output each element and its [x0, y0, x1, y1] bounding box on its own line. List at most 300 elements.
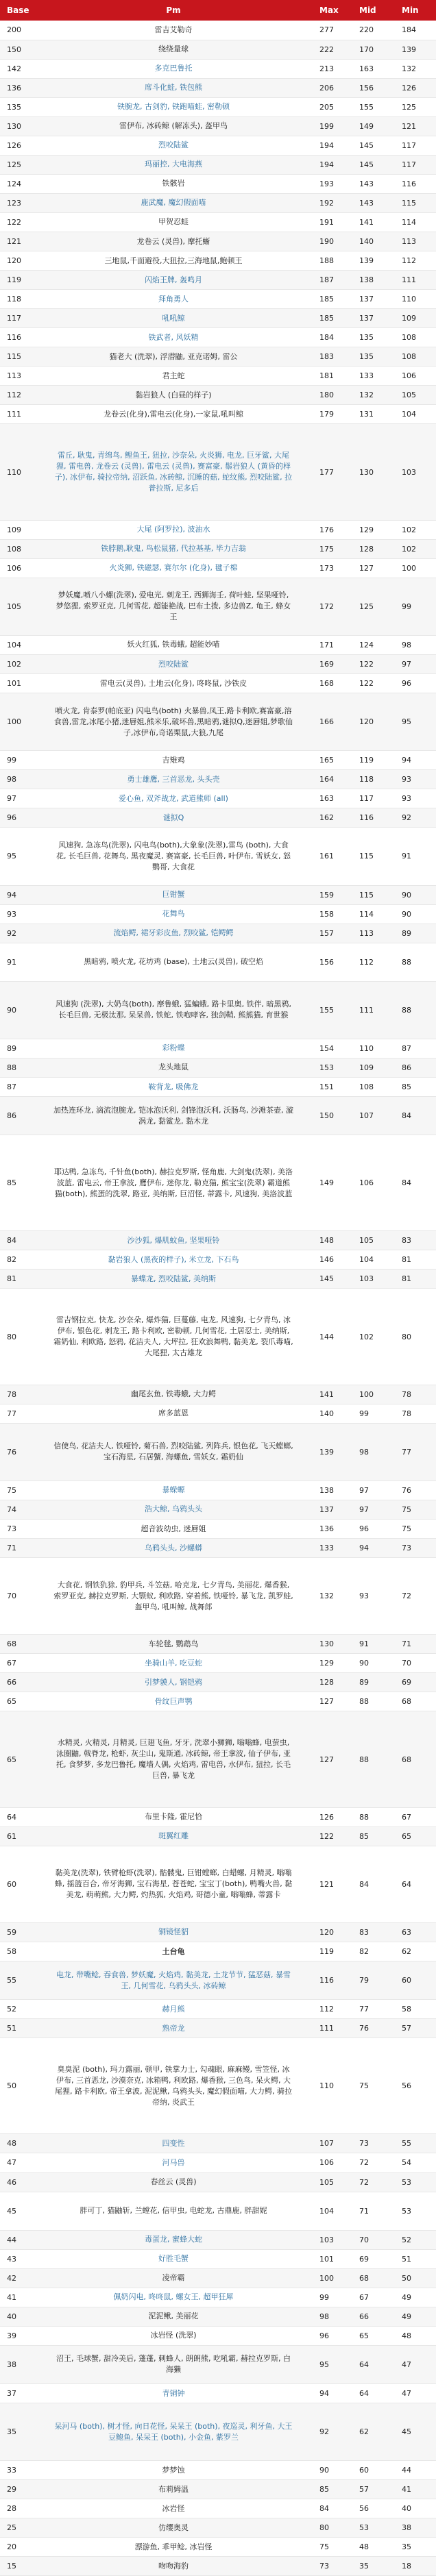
min-cell: 53 — [393, 2192, 436, 2230]
mid-cell: 75 — [351, 2038, 393, 2134]
base-cell: 89 — [0, 1039, 36, 1058]
pm-cell[interactable]: 吼吼鲸 — [36, 309, 311, 328]
table-row — [0, 193, 436, 212]
mid-cell: 112 — [351, 943, 393, 981]
min-cell: 103 — [393, 424, 436, 520]
mid-cell: 102 — [351, 1289, 393, 1385]
mid-cell: 129 — [351, 520, 393, 539]
pm-cell[interactable]: 赫月熊 — [36, 2000, 311, 2019]
mid-cell: 155 — [351, 97, 393, 116]
table-row — [0, 2538, 436, 2557]
min-cell: 108 — [393, 328, 436, 347]
table-row — [0, 21, 436, 40]
base-cell: 122 — [0, 212, 36, 232]
pm-cell: 冰岩怪 — [36, 2499, 311, 2518]
table-row — [0, 116, 436, 136]
max-cell: 199 — [311, 116, 351, 136]
base-cell: 123 — [0, 193, 36, 212]
mid-cell: 132 — [351, 386, 393, 405]
min-cell: 67 — [393, 1807, 436, 1826]
table-row — [0, 2288, 436, 2307]
pm-cell[interactable]: 铁武者, 风妖精 — [36, 328, 311, 347]
min-cell: 75 — [393, 1500, 436, 1519]
table-row — [0, 59, 436, 78]
min-cell: 77 — [393, 1423, 436, 1481]
base-cell: 142 — [0, 59, 36, 78]
header-pm: Pm — [36, 0, 311, 21]
max-cell: 183 — [311, 347, 351, 367]
table-row — [0, 97, 436, 116]
mid-cell: 149 — [351, 116, 393, 136]
table-row — [0, 2499, 436, 2518]
mid-cell: 64 — [351, 2384, 393, 2403]
max-cell: 73 — [311, 2557, 351, 2576]
pm-cell[interactable]: 鞍背龙, 吸佛龙 — [36, 1077, 311, 1096]
pm-cell[interactable]: 毒蛋龙, 蜜蜂大蛇 — [36, 2230, 311, 2249]
pm-cell[interactable]: 熟帝龙 — [36, 2019, 311, 2038]
min-cell: 115 — [393, 193, 436, 212]
max-cell: 121 — [311, 1846, 351, 1922]
max-cell: 92 — [311, 2403, 351, 2461]
mid-cell: 94 — [351, 1539, 393, 1558]
base-cell: 25 — [0, 2518, 36, 2538]
pm-cell[interactable]: 拜角勇人 — [36, 290, 311, 309]
max-cell: 104 — [311, 2192, 351, 2230]
max-cell: 137 — [311, 1500, 351, 1519]
mid-cell: 69 — [351, 2249, 393, 2268]
table-row — [0, 1922, 436, 1942]
table-row — [0, 2557, 436, 2576]
table-row — [0, 367, 436, 386]
pm-cell: 吻吻海豹 — [36, 2557, 311, 2576]
table-row — [0, 271, 436, 290]
pm-cell[interactable]: 巨钳蟹 — [36, 885, 311, 904]
pm-cell[interactable]: 闪焰王牌, 轰鸣月 — [36, 271, 311, 290]
pm-cell[interactable]: 四变性 — [36, 2134, 311, 2153]
min-cell: 68 — [393, 1692, 436, 1711]
max-cell: 103 — [311, 2230, 351, 2249]
min-cell: 132 — [393, 59, 436, 78]
mid-cell: 66 — [351, 2307, 393, 2326]
pm-cell[interactable]: 佩奶闪电, 咚咚鼠, 螺女王, 超甲狂犀 — [36, 2288, 311, 2307]
min-cell: 105 — [393, 386, 436, 405]
pm-cell[interactable]: 彩粉蝶 — [36, 1039, 311, 1058]
base-cell: 60 — [0, 1846, 36, 1922]
base-cell: 66 — [0, 1673, 36, 1692]
pm-cell[interactable]: 爱心鱼, 双斧战龙, 武道熊师 (all) — [36, 789, 311, 808]
min-cell: 80 — [393, 1289, 436, 1385]
pm-cell: 信使鸟, 花洁夫人, 铁哑铃, 菊石兽, 烈咬陆鲨, 列阵兵, 银色花, 飞天螳螂, 宝石海星, 石居蟹, 海螺鱼, 雪妖女, 霜奶仙 — [36, 1423, 311, 1481]
min-cell: 117 — [393, 136, 436, 155]
mid-cell: 91 — [351, 1635, 393, 1654]
mid-cell: 96 — [351, 1520, 393, 1539]
max-cell: 101 — [311, 2249, 351, 2268]
table-row — [0, 1942, 436, 1961]
base-cell: 94 — [0, 885, 36, 904]
table-row — [0, 1711, 436, 1807]
min-cell: 104 — [393, 405, 436, 424]
base-cell: 96 — [0, 808, 36, 828]
mid-cell: 117 — [351, 789, 393, 808]
max-cell: 136 — [311, 1520, 351, 1539]
base-cell: 200 — [0, 21, 36, 40]
min-cell: 112 — [393, 251, 436, 271]
min-cell: 62 — [393, 1942, 436, 1961]
pm-cell: 黏美龙(洗翠), 铁臂枪虾(洗翠), 骷髅鬼, 巨钳螳螂, 白蜡螺, 月精灵, 嗡嗡蜂, 摇篮百合, 帝牙海狮, 宝石海星, 苍苍蛇, 宝宝丁(both), 鸭嘴火兽, 黏美龙, 萌萌熊, 大力鳄, 灼热狐, 火焰鸡, 哥德小童, 嗡嗡蜂, 蒂露卡 — [36, 1846, 311, 1922]
table-row — [0, 2172, 436, 2192]
table-row — [0, 674, 436, 693]
base-cell: 68 — [0, 1635, 36, 1654]
pm-cell: 仿缨奥灵 — [36, 2518, 311, 2538]
pm-cell: 耶达鸭, 急冻鸟, 千针鱼(both), 赫拉克罗斯, 怪角鹿, 大剑鬼(洗翠), 美洛波蓝, 雷电云, 帝王拿波, 鹰伊布, 迷你龙, 勒克猫, 熊宝宝(洗翠) 霸道熊猫(both), 熊蛋的洗翠, 路亚, 美纳斯, 巨沼怪, 蒂露卡, 风速狗, 美洛波蓝 — [36, 1135, 311, 1231]
mid-cell: 60 — [351, 2461, 393, 2480]
mid-cell: 82 — [351, 1942, 393, 1961]
mid-cell: 72 — [351, 2172, 393, 2192]
base-cell: 102 — [0, 655, 36, 674]
table-row — [0, 1231, 436, 1250]
table-row — [0, 1846, 436, 1922]
max-cell: 177 — [311, 424, 351, 520]
min-cell: 81 — [393, 1250, 436, 1270]
table-row — [0, 1135, 436, 1231]
table-body — [0, 21, 436, 2576]
table-row — [0, 655, 436, 674]
table-row — [0, 1635, 436, 1654]
base-cell: 99 — [0, 751, 36, 770]
mid-cell: 137 — [351, 290, 393, 309]
base-cell: 74 — [0, 1500, 36, 1519]
pm-cell[interactable]: 青铜钟 — [36, 2384, 311, 2403]
pm-cell[interactable]: 暴蝾螈 — [36, 1481, 311, 1500]
min-cell: 121 — [393, 116, 436, 136]
pm-cell: 超音波幼虫, 迷唇姐 — [36, 1520, 311, 1539]
table-row — [0, 539, 436, 558]
table-row — [0, 1654, 436, 1673]
base-cell: 41 — [0, 2288, 36, 2307]
pm-cell: 春丝云 (灵兽) — [36, 2172, 311, 2192]
mid-cell: 76 — [351, 2019, 393, 2038]
table-row — [0, 424, 436, 520]
max-cell: 192 — [311, 193, 351, 212]
pm-cell[interactable]: 烈咬陆鲨 — [36, 136, 311, 155]
pm-cell[interactable]: 雷丘, 耿鬼, 青绵鸟, 鲤鱼王, 狃拉, 沙奈朵, 火炎狮, 电龙, 巨牙鲨, 大尾狸, 雷电兽, 龙卷云 (灵兽), 雷电云 (灵兽), 赛富豪, 鬃岩狼人 (黄昏的样子), 冰伊布, 骑拉帝纳, 沼跃鱼, 冰砖鲸, 沉睡的菇, 蛇纹熊, 烈咬陆鲨, 拉普拉斯, 尼多后 — [36, 424, 311, 520]
max-cell: 129 — [311, 1654, 351, 1673]
base-cell: 52 — [0, 2000, 36, 2019]
table-row — [0, 1423, 436, 1481]
table-header — [0, 0, 436, 21]
pm-cell: 冰岩怪 (洗翠) — [36, 2326, 311, 2345]
base-cell: 119 — [0, 271, 36, 290]
table-row — [0, 1692, 436, 1711]
min-cell: 84 — [393, 1097, 436, 1135]
table-row — [0, 232, 436, 251]
mid-cell: 135 — [351, 347, 393, 367]
max-cell: 159 — [311, 885, 351, 904]
max-cell: 98 — [311, 2307, 351, 2326]
min-cell: 84 — [393, 1135, 436, 1231]
mid-cell: 127 — [351, 558, 393, 578]
pm-cell[interactable]: 谜拟Q — [36, 808, 311, 828]
mid-cell: 71 — [351, 2192, 393, 2230]
min-cell: 69 — [393, 1673, 436, 1692]
base-cell: 116 — [0, 328, 36, 347]
min-cell: 47 — [393, 2345, 436, 2383]
min-cell: 65 — [393, 1826, 436, 1846]
max-cell: 176 — [311, 520, 351, 539]
pm-cell[interactable]: 多克巴鲁托 — [36, 59, 311, 78]
min-cell: 139 — [393, 40, 436, 59]
base-cell: 82 — [0, 1250, 36, 1270]
pm-cell: 雷伊布, 冰砖鲸 (解冻头), 盔甲鸟 — [36, 116, 311, 136]
min-cell: 71 — [393, 1635, 436, 1654]
min-cell: 88 — [393, 943, 436, 981]
base-cell: 118 — [0, 290, 36, 309]
pm-cell: 黑暗鸦, 喷火龙, 花坊鸡 (base), 土地云(灵兽), 破空焰 — [36, 943, 311, 981]
header-mid: Mid — [351, 0, 393, 21]
max-cell: 187 — [311, 271, 351, 290]
pm-cell[interactable]: 铜镜怪貂 — [36, 1922, 311, 1942]
mid-cell: 106 — [351, 1135, 393, 1231]
base-cell: 95 — [0, 828, 36, 885]
max-cell: 151 — [311, 1077, 351, 1096]
max-cell: 95 — [311, 2345, 351, 2383]
min-cell: 64 — [393, 1846, 436, 1922]
max-cell: 141 — [311, 1385, 351, 1404]
table-row — [0, 1385, 436, 1404]
pm-cell[interactable]: 铁腕龙, 古剑豹, 铁跑喵蛙, 密勒顿 — [36, 97, 311, 116]
mid-cell: 99 — [351, 1404, 393, 1423]
pm-cell[interactable]: 大尾 (阿罗拉), 波油水 — [36, 520, 311, 539]
pm-cell[interactable]: 斑翼红雕 — [36, 1826, 311, 1846]
max-cell: 153 — [311, 1058, 351, 1077]
min-cell: 78 — [393, 1385, 436, 1404]
mid-cell: 133 — [351, 367, 393, 386]
min-cell: 116 — [393, 174, 436, 193]
pm-cell: 大食花, 钢铁犰狳, 豹甲兵, 斗笠菇, 哈克龙, 七夕青鸟, 美丽花, 爆香猴, 索罗亚克, 赫拉克罗斯, 大颚蚁, 利欧路, 穿着熊, 铁哑铃, 暴飞龙, 凯罗蛙, 盔甲鸟, 吼叫鲸, 战舞郎 — [36, 1558, 311, 1635]
mid-cell: 139 — [351, 251, 393, 271]
table-row — [0, 828, 436, 885]
pm-cell[interactable]: 玛丽控, 大电海燕 — [36, 155, 311, 174]
pm-cell[interactable]: 席斗化蛙, 铁包熊 — [36, 78, 311, 97]
max-cell: 206 — [311, 78, 351, 97]
pm-cell[interactable]: 骨纹巨声鹗 — [36, 1692, 311, 1711]
max-cell: 155 — [311, 981, 351, 1039]
min-cell: 90 — [393, 904, 436, 924]
base-cell: 71 — [0, 1539, 36, 1558]
pm-cell: 铁骸岩 — [36, 174, 311, 193]
table-row — [0, 1520, 436, 1539]
table-row — [0, 1250, 436, 1270]
table-row — [0, 1097, 436, 1135]
pm-cell[interactable]: 河马兽 — [36, 2153, 311, 2172]
min-cell: 75 — [393, 1520, 436, 1539]
pm-cell: 雷电云(灵兽), 土地云(化身), 咚咚鼠, 沙铁皮 — [36, 674, 311, 693]
min-cell: 83 — [393, 1231, 436, 1250]
base-cell: 78 — [0, 1385, 36, 1404]
base-cell: 112 — [0, 386, 36, 405]
mid-cell: 68 — [351, 2268, 393, 2288]
base-cell: 93 — [0, 904, 36, 924]
min-cell: 58 — [393, 2000, 436, 2019]
min-cell: 50 — [393, 2268, 436, 2288]
table-row — [0, 1039, 436, 1058]
max-cell: 180 — [311, 386, 351, 405]
pm-cell[interactable]: 勇士雄鹰, 三首恶龙, 头头壳 — [36, 770, 311, 789]
mid-cell: 138 — [351, 271, 393, 290]
base-cell: 124 — [0, 174, 36, 193]
min-cell: 100 — [393, 558, 436, 578]
base-cell: 101 — [0, 674, 36, 693]
mid-cell: 111 — [351, 981, 393, 1039]
max-cell: 154 — [311, 1039, 351, 1058]
pm-cell: 三地鼠,千面避役,大狃拉,三海地鼠,鲍顿王 — [36, 251, 311, 271]
base-cell: 15 — [0, 2557, 36, 2576]
base-cell: 51 — [0, 2019, 36, 2038]
base-cell: 58 — [0, 1942, 36, 1961]
table-row — [0, 155, 436, 174]
max-cell: 148 — [311, 1231, 351, 1250]
pm-cell[interactable]: 烈咬陆鲨 — [36, 655, 311, 674]
max-cell: 185 — [311, 290, 351, 309]
max-cell: 80 — [311, 2518, 351, 2538]
max-cell: 190 — [311, 232, 351, 251]
mid-cell: 103 — [351, 1270, 393, 1289]
mid-cell: 137 — [351, 309, 393, 328]
min-cell: 87 — [393, 1039, 436, 1058]
base-cell: 81 — [0, 1270, 36, 1289]
pm-cell[interactable]: 鹿武魔, 魔幻假面喵 — [36, 193, 311, 212]
pm-cell: 梦妖魔,喷八小螺(洗翠), 爱电光, 刺龙王, 西狮海壬, 荷叶蛙, 坚果哑铃, 梦悠狸, 索罗亚克, 几何雪花, 超能艳战, 巴布土拨, 多边兽Z, 龟王, 蜂女王 — [36, 578, 311, 635]
min-cell: 51 — [393, 2249, 436, 2268]
base-cell: 117 — [0, 309, 36, 328]
mid-cell: 56 — [351, 2499, 393, 2518]
base-cell: 113 — [0, 367, 36, 386]
base-cell: 59 — [0, 1922, 36, 1942]
min-cell: 113 — [393, 232, 436, 251]
min-cell: 91 — [393, 828, 436, 885]
table-row — [0, 578, 436, 635]
min-cell: 97 — [393, 655, 436, 674]
max-cell: 119 — [311, 1942, 351, 1961]
pm-cell[interactable]: 花舞鸟 — [36, 904, 311, 924]
table-row — [0, 1058, 436, 1077]
pm-cell: 猫老大 (洗翠), 浮潜鼬, 亚克诺姆, 雷公 — [36, 347, 311, 367]
min-cell: 93 — [393, 789, 436, 808]
pm-cell[interactable]: 铁脖鹅,耿鬼, 鸟松鼠猪, 代拉基基, 毕力吉翁 — [36, 539, 311, 558]
pm-cell: 吉雉鸡 — [36, 751, 311, 770]
pm-cell[interactable]: 暴蝶龙, 烈咬陆鲨, 美纳斯 — [36, 1270, 311, 1289]
mid-cell: 107 — [351, 1097, 393, 1135]
base-cell: 46 — [0, 2172, 36, 2192]
base-cell: 110 — [0, 424, 36, 520]
min-cell: 89 — [393, 924, 436, 943]
max-cell: 181 — [311, 367, 351, 386]
min-cell: 95 — [393, 693, 436, 751]
mid-cell: 143 — [351, 193, 393, 212]
max-cell: 120 — [311, 1922, 351, 1942]
mid-cell: 104 — [351, 1250, 393, 1270]
pm-cell[interactable]: 好胜毛蟹 — [36, 2249, 311, 2268]
pm-cell: 泥泥鳅, 美丽花 — [36, 2307, 311, 2326]
pm-cell[interactable]: 坐骑山羊, 吃豆蛇 — [36, 1654, 311, 1673]
table-row — [0, 943, 436, 981]
table-row — [0, 1558, 436, 1635]
table-row — [0, 309, 436, 328]
mid-cell: 84 — [351, 1846, 393, 1922]
table-row — [0, 2230, 436, 2249]
table-row — [0, 2403, 436, 2461]
table-row — [0, 2192, 436, 2230]
base-cell: 61 — [0, 1826, 36, 1846]
min-cell: 125 — [393, 97, 436, 116]
min-cell: 55 — [393, 2134, 436, 2153]
table-row — [0, 1961, 436, 2000]
table-row — [0, 1404, 436, 1423]
max-cell: 277 — [311, 21, 351, 40]
max-cell: 169 — [311, 655, 351, 674]
pm-cell[interactable]: 呆河马 (both), 树才怪, 向日花怪, 呆呆王 (both), 夜巡灵, 利牙鱼, 大王豆鲍鱼, 呆呆王 (both), 小金鱼, 紫罗兰 — [36, 2403, 311, 2461]
header-row — [0, 0, 436, 21]
min-cell: 86 — [393, 1058, 436, 1077]
max-cell: 84 — [311, 2499, 351, 2518]
mid-cell: 48 — [351, 2538, 393, 2557]
mid-cell: 140 — [351, 232, 393, 251]
mid-cell: 143 — [351, 174, 393, 193]
pm-cell[interactable]: 沙沙狐, 爆肌蚊鱼, 坚果哑铃 — [36, 1231, 311, 1250]
min-cell: 94 — [393, 751, 436, 770]
pm-cell[interactable]: 乌鸦头头, 沙螺蟒 — [36, 1539, 311, 1558]
min-cell: 98 — [393, 635, 436, 654]
max-cell: 126 — [311, 1807, 351, 1826]
base-cell: 125 — [0, 155, 36, 174]
mid-cell: 53 — [351, 2518, 393, 2538]
min-cell: 44 — [393, 2461, 436, 2480]
pm-cell[interactable]: 浩大鲸, 乌鸦头头 — [36, 1500, 311, 1519]
base-cell: 92 — [0, 924, 36, 943]
max-cell: 162 — [311, 808, 351, 828]
table-row — [0, 2326, 436, 2345]
table-row — [0, 2038, 436, 2134]
table-row — [0, 1077, 436, 1096]
pm-cell[interactable]: 引梦貘人, 钢铠鸦 — [36, 1673, 311, 1692]
base-cell: 109 — [0, 520, 36, 539]
pm-cell: 胖可丁, 猫鼬斩, 兰螳花, 信甲虫, 电蛇龙, 古鼎鹿, 胖甜妮 — [36, 2192, 311, 2230]
base-cell: 70 — [0, 1558, 36, 1635]
pm-cell[interactable]: 黏岩狼人 (黑夜的样子), 米立龙, 下石鸟 — [36, 1250, 311, 1270]
pm-cell: 沼王, 毛球蟹, 甜冷美后, 蓬蓬, 刺蜂人, 朗朗熊, 吃吼霸, 赫拉克罗斯, 白海獭 — [36, 2345, 311, 2383]
max-cell: 140 — [311, 1404, 351, 1423]
base-cell: 77 — [0, 1404, 36, 1423]
base-cell: 115 — [0, 347, 36, 367]
pm-cell[interactable]: 火炎狮, 铁磁瑟, 赛尔尔 (化身), 毽子棉 — [36, 558, 311, 578]
mid-cell: 120 — [351, 693, 393, 751]
max-cell: 175 — [311, 539, 351, 558]
max-cell: 191 — [311, 212, 351, 232]
min-cell: 47 — [393, 2384, 436, 2403]
pm-cell: 席多蓝恩 — [36, 1404, 311, 1423]
pm-cell: 加热连环龙, 滴流泡腕龙, 铠冰泡沃利, 剑锋泡沃利, 沃肠鸟, 沙滩茶壶, 漩涡龙, 黏鲨龙, 黏木龙 — [36, 1097, 311, 1135]
table-row — [0, 1289, 436, 1385]
min-cell: 114 — [393, 212, 436, 232]
pm-cell[interactable]: 流焰鳄, 裙牙彩皮鱼, 烈咬鲨, 铠鳄鳄 — [36, 924, 311, 943]
max-cell: 112 — [311, 2000, 351, 2019]
mid-cell: 72 — [351, 2153, 393, 2172]
mid-cell: 88 — [351, 1711, 393, 1807]
pm-cell[interactable]: 电龙, 带嘴鲶, 吞食兽, 梦妖魔, 火焰鸡, 黏美龙, 土龙节节, 猛恶菇, 暴雪王, 几何雪花, 乌鸦头头, 冰砖鲸 — [36, 1961, 311, 2000]
mid-cell: 85 — [351, 1826, 393, 1846]
base-cell: 106 — [0, 558, 36, 578]
mid-cell: 35 — [351, 2557, 393, 2576]
